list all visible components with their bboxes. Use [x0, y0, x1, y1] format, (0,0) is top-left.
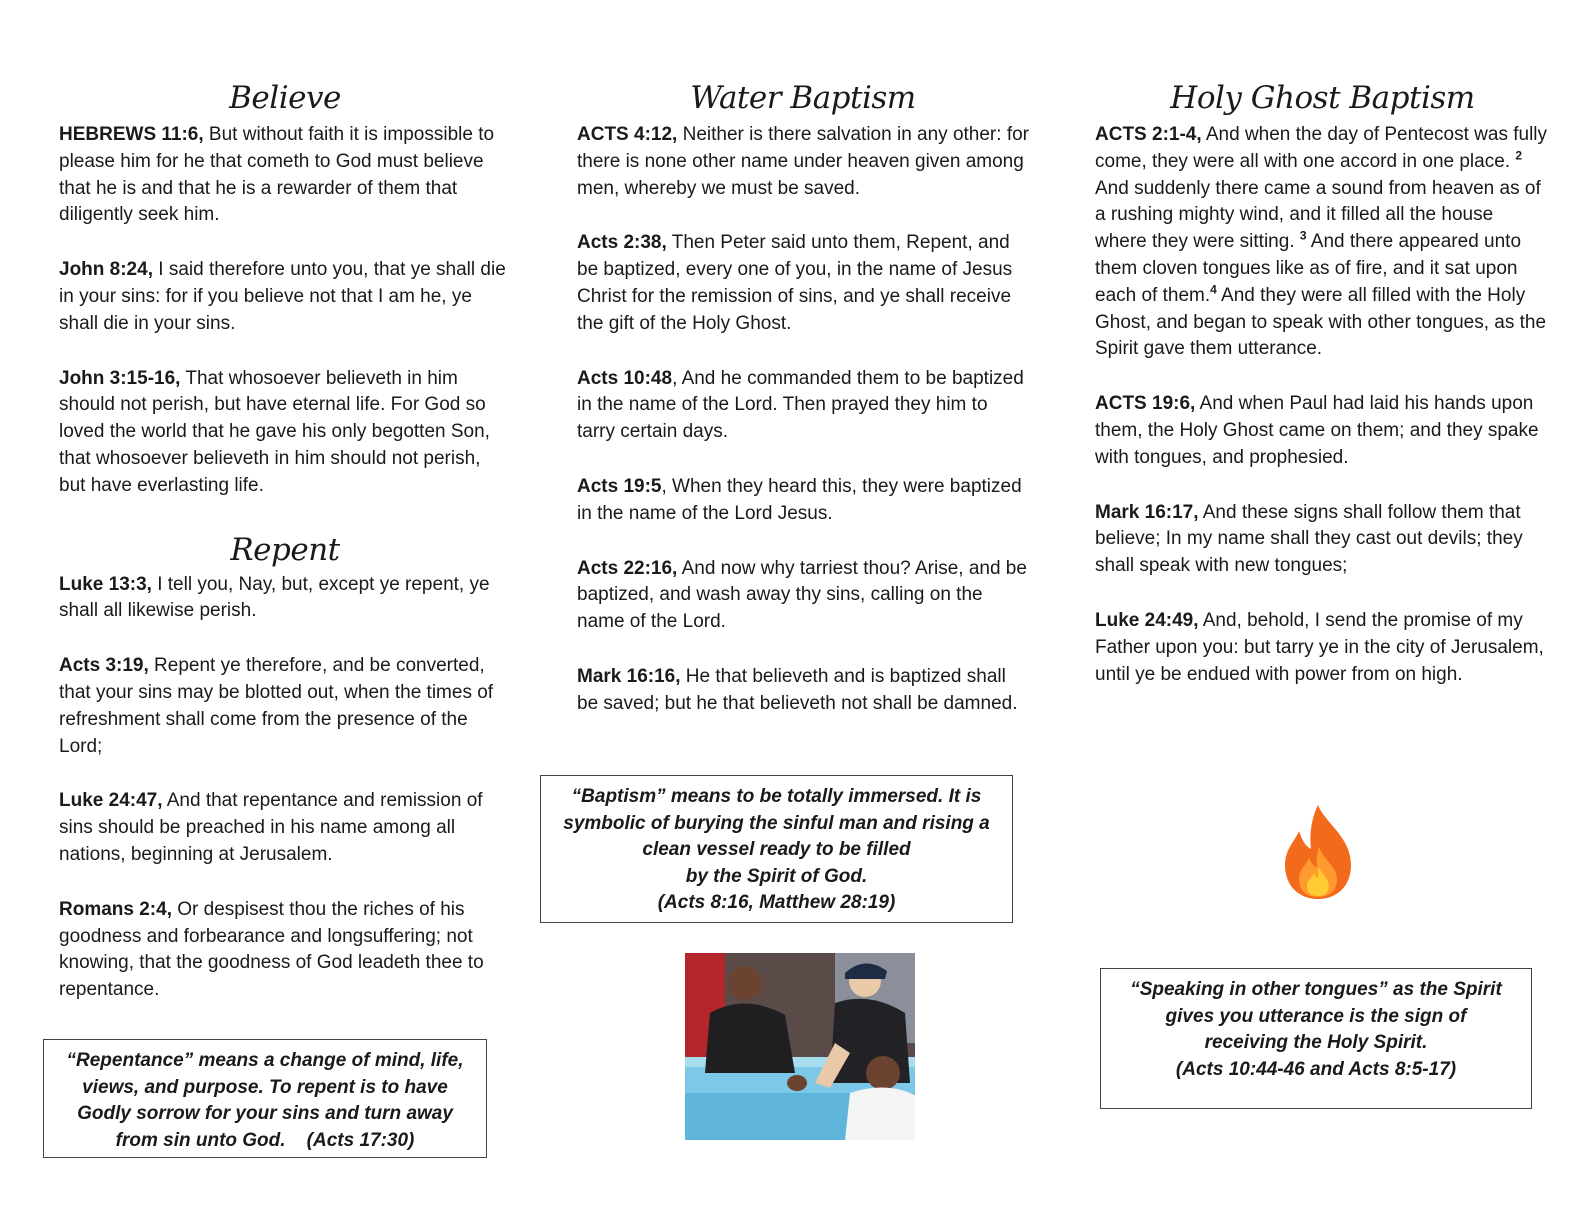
verse-ref: Acts 3:19, [59, 655, 149, 677]
verse-text: And suddenly there came a sound from heaven as of a rushing mighty wind, and it filled all the house where they were sitting. [1095, 177, 1541, 253]
verse-ref: ACTS 4:12, [577, 124, 678, 145]
verse-text: He that believeth and is baptized shall be saved; but he that believeth not shall be damned. [577, 665, 1018, 714]
verse-text: And when Paul had laid his hands upon them, the Holy Ghost came on them; and they spake with tongues, and prophesied. [1095, 393, 1539, 468]
verse-ref: Acts 22:16, [577, 557, 678, 579]
box-line: (Acts 10:44-46 and Acts 8:5-17) [1175, 1058, 1457, 1080]
verse-text: And that repentance and remission of sins should be preached in his name among all nations, beginning at Jerusalem. [59, 790, 483, 865]
holy-ghost-baptism-column [1095, 78, 1550, 716]
verse [59, 788, 511, 868]
verse-text: Neither is there salvation in any other: for there is none other name under heaven given among men, whereby we must be saved. [577, 124, 1029, 199]
box-line: by the Spirit of God. [685, 865, 868, 887]
verse [59, 653, 511, 760]
verse-ref: Acts 2:38, [577, 232, 667, 254]
verse [59, 257, 511, 337]
believe-heading: Believe [229, 80, 341, 116]
verse [59, 897, 511, 1004]
verse-ref: Luke 24:49, [1095, 609, 1199, 631]
holy-ghost-baptism-heading: Holy Ghost Baptism [1170, 80, 1475, 116]
verse-ref: Luke 13:3, [59, 573, 152, 595]
verse [577, 122, 1029, 202]
verse-text: And they were all filled with the Holy Ghost, and began to speak with other tongues, as the Spirit gave them utterance. [1095, 284, 1547, 360]
baptism-photo [685, 953, 915, 1140]
box-line: “Repentance” means a change of mind, life, [66, 1050, 464, 1071]
verse-ref: John 3:15-16, [59, 367, 181, 389]
verse-text: And, behold, I send the promise of my Father upon you: but tarry ye in the city of Jerusalem, until ye be endued with power from on high. [1095, 609, 1544, 685]
verse [1095, 122, 1550, 363]
verse [59, 572, 511, 626]
verse-text: Repent ye therefore, and be converted, that your sins may be blotted out, when the times of refreshment shall come from the presence of the Lord; [59, 655, 494, 757]
box-line: Godly sorrow for your sins and turn away [77, 1103, 453, 1124]
verse-text: I tell you, Nay, but, except ye repent, ye shall all likewise perish. [59, 573, 490, 622]
fire-icon-graphic [1279, 803, 1357, 901]
verse-text: And these signs shall follow them that believe; In my name shall they cast out devils; they shall speak with new tongues; [1095, 501, 1523, 577]
water-baptism-heading: Water Baptism [690, 80, 916, 116]
verse [577, 474, 1029, 528]
verse-text: That whosoever believeth in him should not perish, but have eternal life. For God so loved the world that he gave his only begotten Son, that whosoever believeth in him should not perish, but have everlasting life. [59, 367, 490, 496]
verse-ref: Mark 16:16, [577, 665, 681, 687]
box-line: “Baptism” means to be totally immersed. It is [571, 786, 982, 807]
verse [1095, 608, 1550, 688]
verse [1095, 391, 1550, 471]
verse-text: Then Peter said unto them, Repent, and be baptized, every one of you, in the name of Jesus Christ for the remission of sins, and ye shall receive the gift of the Holy Ghost. [577, 232, 1013, 334]
fire-icon [1279, 803, 1357, 901]
verse-ref: Mark 16:17, [1095, 501, 1199, 523]
baptism-definition-box [540, 775, 1013, 923]
box-line: “Speaking in other tongues” as the Spirit [1130, 979, 1502, 1000]
baptism-photo-illustration [685, 953, 915, 1140]
verse-text: , And he commanded them to be baptized in the name of the Lord. Then prayed they him to tarry certain days. [577, 367, 1024, 443]
verse [577, 366, 1029, 446]
box-line: (Acts 8:16, Matthew 28:19) [657, 892, 896, 913]
box-line: symbolic of burying the sinful man and rising a [563, 812, 990, 834]
verse-text: But without faith it is impossible to please him for he that cometh to God must believe that he is and that he is a rewarder of them that diligently seek him. [59, 124, 495, 226]
repentance-definition-box [43, 1039, 487, 1158]
verse-ref: HEBREWS 11:6, [59, 124, 204, 145]
verse [577, 664, 1029, 718]
verse-ref: Acts 10:48 [577, 367, 673, 389]
verse-number: 4 [1210, 282, 1217, 297]
verse-text: And when the day of Pentecost was fully come, they were all with one accord in one place. [1095, 124, 1548, 172]
verse-ref: Romans 2:4, [59, 898, 172, 920]
believe-column [59, 78, 511, 1032]
verse [577, 230, 1029, 337]
repent-heading: Repent [230, 531, 340, 568]
box-line: views, and purpose. To repent is to have [82, 1076, 448, 1098]
verse-text: I said therefore unto you, that ye shall die in your sins: for if you believe not that I am he, ye shall die in your sins. [59, 259, 506, 334]
verse-ref: ACTS 2:1-4, [1095, 124, 1202, 145]
verse-number: 2 [1515, 148, 1523, 163]
verse-ref: ACTS 19:6, [1095, 393, 1196, 415]
verse-text: And there appeared unto them cloven tongues like as of fire, and it sat upon each of them. [1095, 231, 1522, 306]
box-line: gives you utterance is the sign of [1165, 1005, 1467, 1027]
verse-ref: John 8:24, [59, 259, 153, 281]
box-line: receiving the Holy Spirit. [1204, 1032, 1428, 1053]
box-line: clean vessel ready to be filled [642, 839, 911, 860]
verse-ref: Luke 24:47, [59, 790, 163, 812]
box-line: from sin unto God. (Acts 17:30) [115, 1129, 415, 1151]
verse-number: 3 [1299, 228, 1307, 243]
verse [1095, 500, 1550, 580]
verse-ref: Acts 19:5 [577, 475, 662, 497]
water-baptism-column [577, 78, 1029, 746]
verse [59, 122, 511, 229]
verse-text: Or despisest thou the riches of his goodness and forbearance and longsuffering; not knowing, that the goodness of God leadeth thee to repentance. [59, 898, 484, 1001]
verse [577, 556, 1029, 636]
verse [59, 366, 511, 500]
verse-text: , When they heard this, they were baptized in the name of the Lord Jesus. [577, 475, 1022, 524]
verse-text: And now why tarriest thou? Arise, and be baptized, and wash away thy sins, calling on the name of the Lord. [577, 557, 1027, 633]
tongues-definition-box [1100, 968, 1532, 1109]
